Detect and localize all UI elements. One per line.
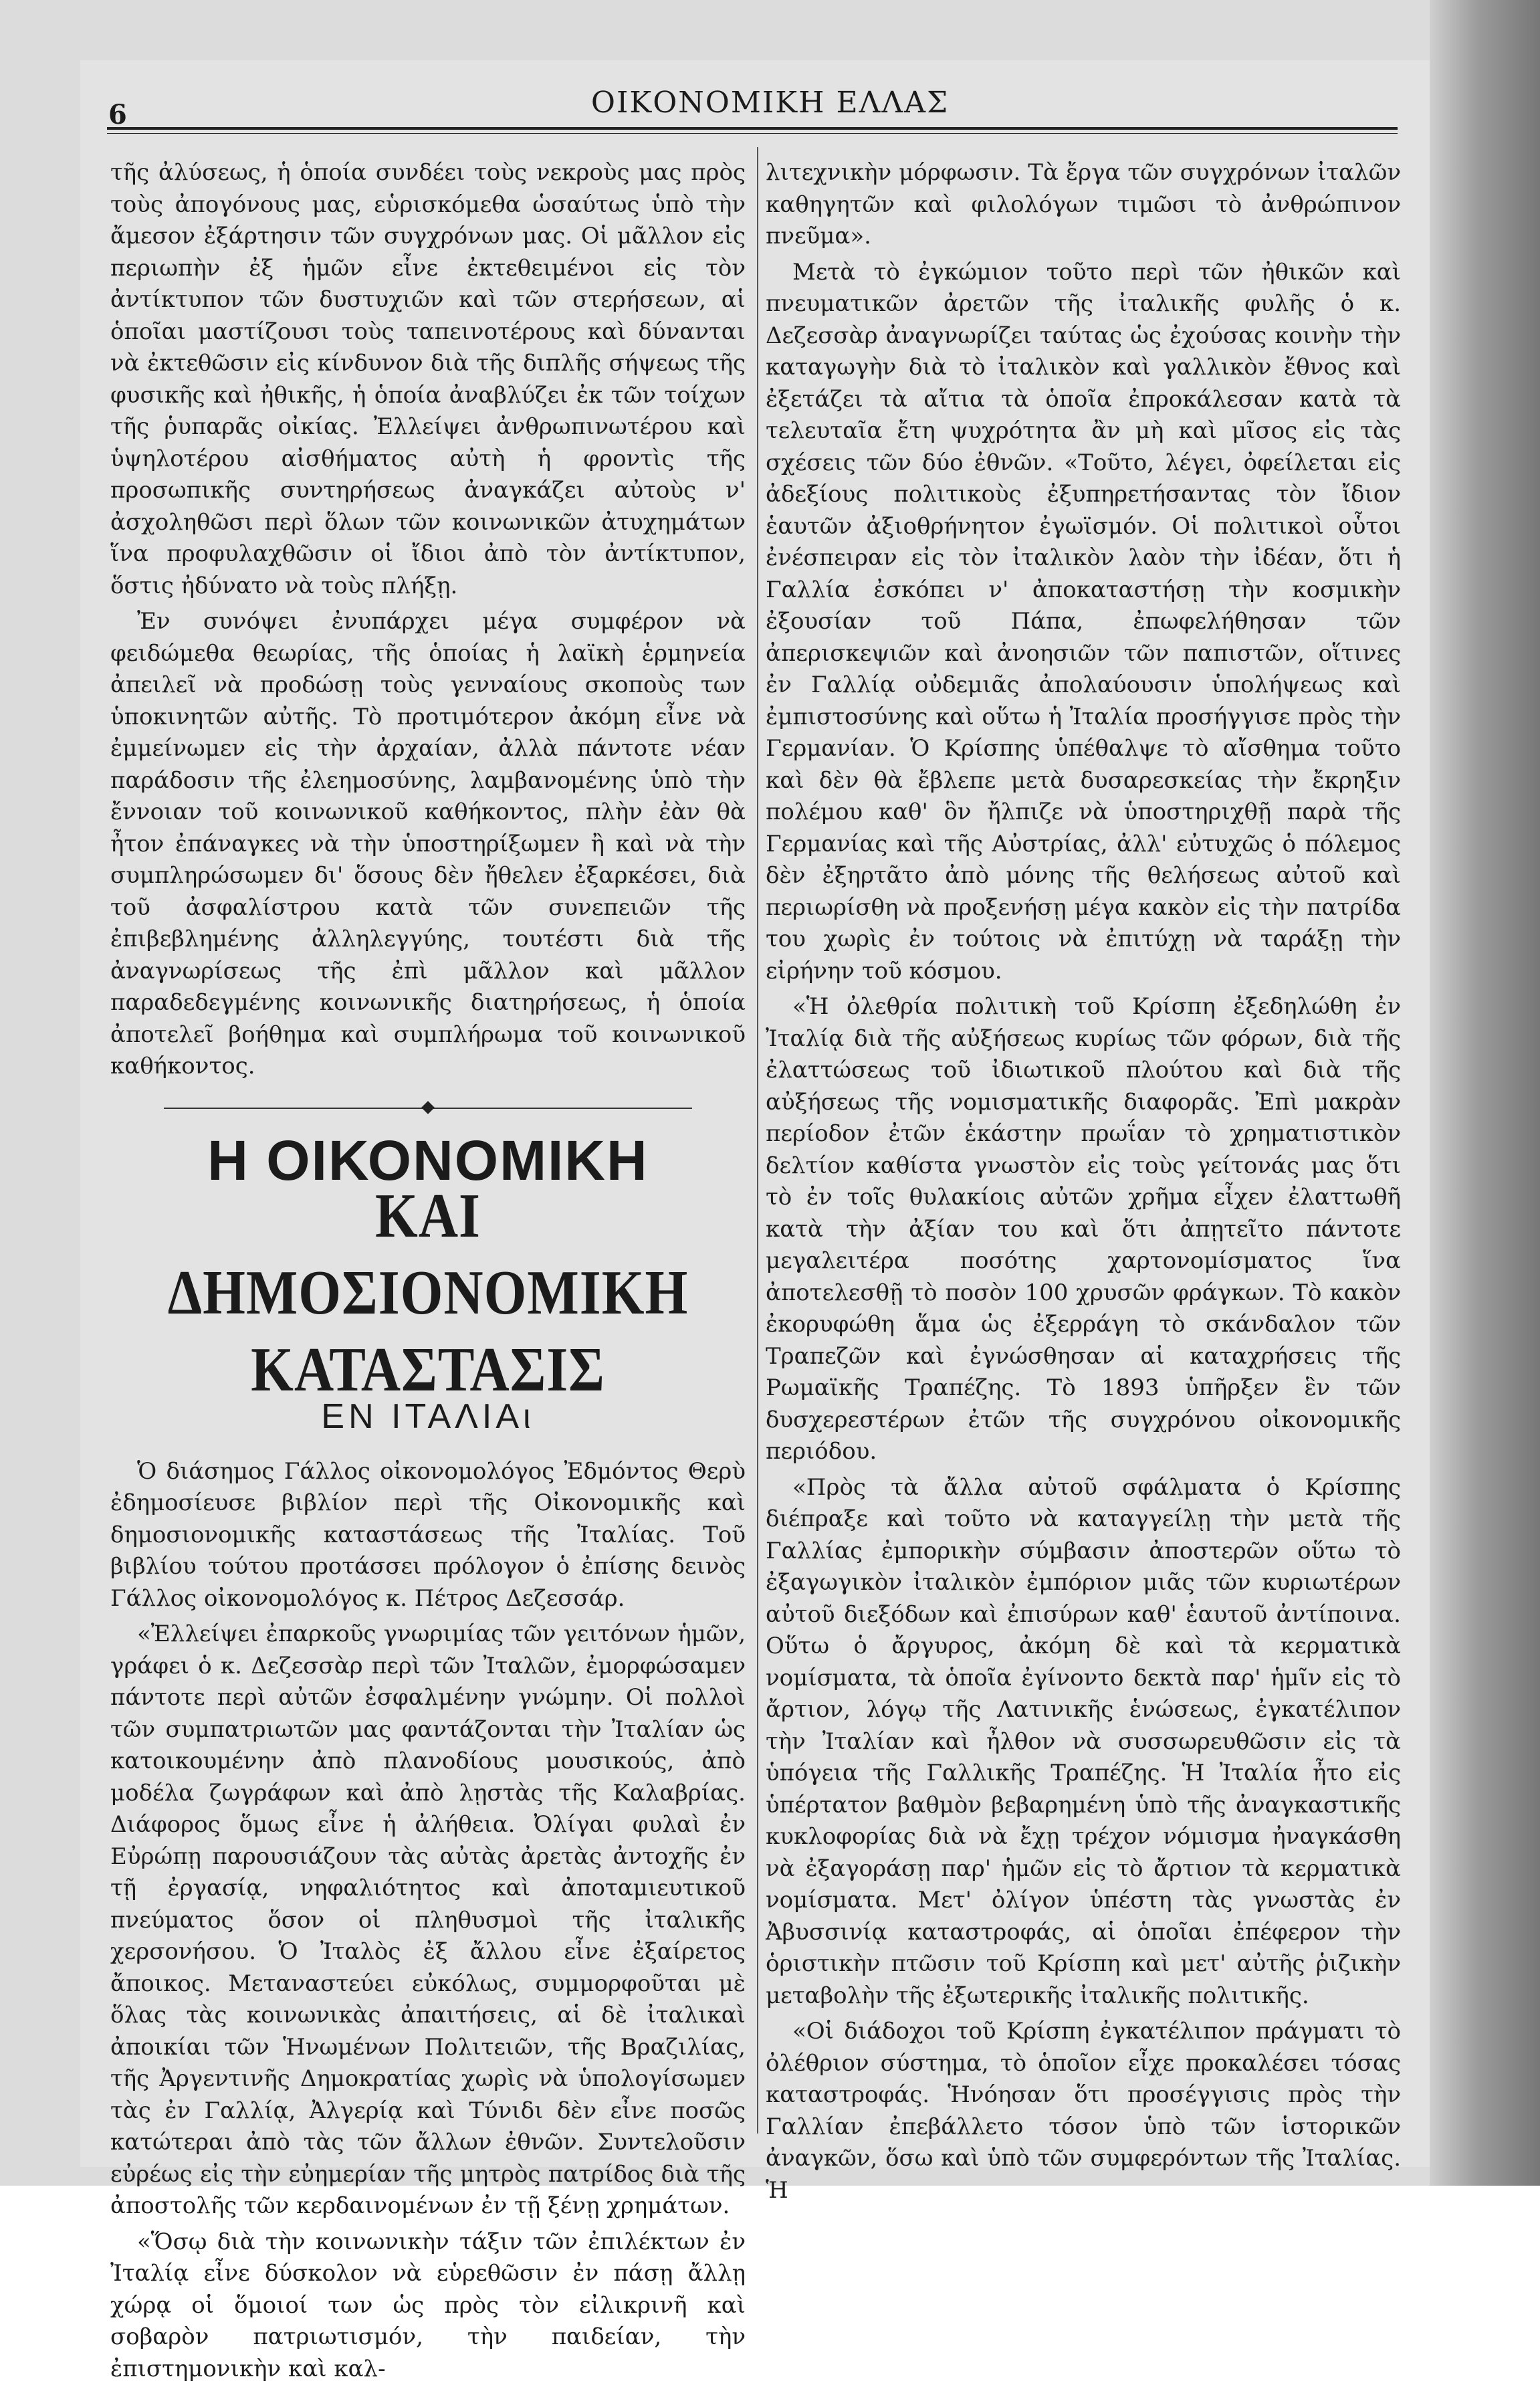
diamond-ornament-icon — [421, 1101, 435, 1114]
article-title-line-2: ΚΑΙ ΔΗΜΟΣΙΟΝΟΜΙΚΗ ΚΑΤΑΣΤΑΣΙΣ — [167, 1180, 689, 1405]
article-paragraph: Ὁ διάσημος Γάλλος οἰκονομολόγος Ἐδμόντος Θερὺ ἐδημοσίευσε βιβλίον περὶ τῆς Οἰκονομικῆς καὶ δημοσιονομικῆς καταστάσεως τῆς Ἰταλίας. Τοῦ βιβλίου τούτου προτάσσει πρόλογον ὁ ἐπίσης δεινὸς Γάλλος οἰκονομολόγος κ. Πέτρος Δεζεσσάρ. — [110, 1457, 746, 1612]
article-paragraph: «Οἱ διάδοχοι τοῦ Κρίσπη ἐγκατέλιπον πράγματι τὸ ὀλέθριον σύστημα, τὸ ὁποῖον εἶχε προκαλέσει τόσας καταστροφάς. Ἡνόησαν ὅτι προσέγγισις πρὸς τὴν Γαλλίαν ἐπεβάλλετο τόσον ὑπὸ τῶν ἱστορικῶν ἀναγκῶν, ὅσω καὶ ὑπὸ τῶν συμφερόντων τῆς Ἰταλίας. Ἡ — [766, 2018, 1401, 2204]
header-rule — [107, 127, 1398, 134]
binding-shadow — [1430, 0, 1540, 2186]
page-number: 6 — [108, 99, 127, 130]
intro-paragraph: Ἐν συνόψει ἐνυπάρχει μέγα συμφέρον νὰ φειδώμεθα θεωρίας, τῆς ὁποίας ἡ λαϊκὴ ἑρμηνεία ἀπειλεῖ νὰ προδώσῃ τοὺς γενναίους σκοποὺς των ὑποκινητῶν αὐτῆς. Τὸ προτιμότερον ἀκόμη εἶνε νὰ ἐμμείνωμεν εἰς τὴν ἀρχαίαν, ἀλλὰ πάντοτε νέαν παράδοσιν τῆς ἐλεημοσύνης, λαμβανομένης ὑπὸ τὴν ἔννοιαν τοῦ κοινωνικοῦ καθήκοντος, πλὴν ἐὰν θὰ ἦτον ἐπάναγκες νὰ τὴν ὑποστηρίξωμεν ἢ καὶ νὰ τὴν συμπληρώσωμεν δι' ὅσους δὲν ἤθελεν ἐξαρκέσει, διὰ τοῦ ἀσφαλίστρου κατὰ τῶν συνεπειῶν τῆς ἐπιβεβλημένης ἀλληλεγγύης, τουτέστι διὰ τῆς ἀναγνωρίσεως τῆς ἐπὶ μᾶλλον καὶ μᾶλλον παραδεδεγμένης κοινωνικῆς διατηρήσεως, ἡ ὁποία ἀποτελεῖ βοήθημα καὶ συμπλήρωμα τοῦ κοινωνικοῦ καθήκοντος. — [110, 608, 746, 1079]
article-paragraph: «Ἐλλείψει ἐπαρκοῦς γνωριμίας τῶν γειτόνων ἡμῶν, γράφει ὁ κ. Δεζεσσὰρ περὶ τῶν Ἰταλῶν, ἐμορφώσαμεν πάντοτε περὶ αὐτῶν ἐσφαλμένην γνώμην. Οἱ πολλοὶ τῶν συμπατριωτῶν μας φαντάζονται τὴν Ἰταλίαν ὡς κατοικουμένην ἀπὸ πλανοδίους μουσικούς, ἀπὸ μοδέλα ζωγράφων καὶ ἀπὸ λῃστὰς τῆς Καλαβρίας. Διάφορος ὅμως εἶνε ἡ ἀλήθεια. Ὀλίγαι φυλαὶ ἐν Εὐρώπῃ παρουσιάζουν τὰς αὐτὰς ἀρετὰς ἀντοχῆς ἐν τῇ ἐργασίᾳ, νηφαλιότητος καὶ ἀποταμιευτικοῦ πνεύματος ὅσον οἱ πληθυσμοὶ τῆς ἰταλικῆς χερσονήσου. Ὁ Ἰταλὸς ἐξ ἄλλου εἶνε ἐξαίρετος ἄποικος. Μεταναστεύει εὐκόλως, συμμορφοῦται μὲ ὅλας τὰς κοινωνικὰς ἀπαιτήσεις, αἱ δὲ ἰταλικαὶ ἀποικίαι τῶν Ἡνωμένων Πολιτειῶν, τῆς Βραζιλίας, τῆς Ἀργεντινῆς Δημοκρατίας χωρὶς νὰ ὑπολογίσωμεν τὰς ἐν Γαλλίᾳ, Ἀλγερίᾳ καὶ Τύνιδι δὲν εἶνε ποσῶς κατώτεραι ἀπὸ τὰς τῶν ἄλλων ἐθνῶν. Συντελοῦσιν εὐρέως εἰς τὴν εὐημερίαν τῆς μητρὸς πατρίδος διὰ τῆς ἀποστολῆς τῶν κερδαινομένων ἐν τῇ ξένῃ χρημάτων. — [110, 1621, 746, 2219]
article-paragraph: «Πρὸς τὰ ἄλλα αὐτοῦ σφάλματα ὁ Κρίσπης διέπραξε καὶ τοῦτο νὰ καταγγείλῃ τὴν μετὰ τῆς Γαλλίας ἐμπορικὴν σύμβασιν ἀποστερῶν οὕτω τὸ ἐξαγωγικὸν ἰταλικὸν ἐμπόριον μιᾶς τῶν κυριωτέρων αὐτοῦ διεξόδων καὶ ἐπισύρων καθ' ἑαυτοῦ ἀντίποινα. Οὕτω ὁ ἄργυρος, ἀκόμη δὲ καὶ τὰ κερματικὰ νομίσματα, τὰ ὁποῖα ἐγίνοντο δεκτὰ παρ' ἡμῖν εἰς τὸ ἄρτιον, λόγῳ τῆς Λατινικῆς ἑνώσεως, ἐγκατέλιπον τὴν Ἰταλίαν καὶ ἦλθον νὰ συσσωρευθῶσιν εἰς τὰ ὑπόγεια τῆς Γαλλικῆς Τραπέζης. Ἡ Ἰταλία ἦτο εἰς ὑπέρτατον βαθμὸν βεβαρημένη ὑπὸ τῆς ἀναγκαστικῆς κυκλοφορίας διὰ νὰ ἔχῃ τρέχον νόμισμα ἠναγκάσθη νὰ ἐξαγοράσῃ παρ' ἡμῶν εἰς τὸ ἄρτιον τὰ κερματικὰ νομίσματα. Μετ' ὀλίγον ὑπέστη τὰς γνωστὰς ἐν Ἀβυσσινίᾳ καταστροφάς, αἱ ὁποῖαι ἐπέφερον τὴν ὁριστικὴν πτῶσιν τοῦ Κρίσπη καὶ μετ' αὐτῆς ῥιζικὴν μεταβολὴν τῆς ἐξωτερικῆς ἰταλικῆς πολιτικῆς. — [766, 1473, 1401, 2009]
article-title-line-1: Η ΟΙΚΟΝΟΜΙΚΗ — [207, 1128, 649, 1192]
running-head: ΟΙΚΟΝΟΜΙΚΗ ΕΛΛΑΣ — [590, 86, 950, 120]
right-column — [766, 157, 1401, 2210]
article-paragraph: Μετὰ τὸ ἐγκώμιον τοῦτο περὶ τῶν ἠθικῶν καὶ πνευματικῶν ἀρετῶν τῆς ἰταλικῆς φυλῆς ὁ κ. Δεζεσσὰρ ἀναγνωρίζει ταύτας ὡς ἐχούσας κοινὴν τὴν καταγωγὴν διὰ τὸ ἰταλικὸν καὶ γαλλικὸν ἔθνος καὶ ἐξετάζει τὰ αἴτια τὰ ὁποῖα ἐπροκάλεσαν κατὰ τὰ τελευταῖα ἔτη ψυχρότητα ἂν μὴ καὶ μῖσος εἰς τὰς σχέσεις τῶν δύο ἐθνῶν. «Τοῦτο, λέγει, ὀφείλεται εἰς ἀδεξίους πολιτικοὺς ἐξυπηρετήσαντας τὸν ἴδιον ἑαυτῶν ἀξιοθρήνητον ἐγωϊσμόν. Οἱ πολιτικοὶ οὗτοι ἐνέσπειραν εἰς τὸν ἰταλικὸν λαὸν τὴν ἰδέαν, ὅτι ἡ Γαλλία ἐσκόπει ν' ἀποκαταστήσῃ τὴν κοσμικὴν ἐξουσίαν τοῦ Πάπα, ἐπωφελήθησαν τῶν ἀπερισκεψιῶν καὶ ἀνοησιῶν τῶν παπιστῶν, οἵτινες ἐν Γαλλίᾳ οὐδεμιᾶς ἀπολαύουσιν ὑπολήψεως καὶ ἐμπιστοσύνης καὶ οὕτω ἡ Ἰταλία προσήγγισε πρὸς τὴν Γερμανίαν. Ὁ Κρίσπης ὑπέθαλψε τὸ αἴσθημα τοῦτο καὶ δὲν θὰ ἔβλεπε μετὰ δυσαρεσκείας τὴν ἔκρηξιν πολέμου καθ' ὃν ἤλπιζε νὰ ὑποστηριχθῇ παρὰ τῆς Γερμανίας καὶ τῆς Αὐστρίας, ἀλλ' εὐτυχῶς ὁ πόλεμος δὲν ἐξηρτᾶτο ἀπὸ μόνης τῆς θελήσεως αὐτοῦ καὶ περιωρίσθη νὰ προξενήσῃ μέγα κακὸν εἰς τὴν πατρίδα του χωρὶς ἐν τούτοις νὰ ἐπιτύχῃ νὰ ταράξῃ τὴν εἰρήνην τοῦ κόσμου. — [766, 258, 1401, 984]
column-divider — [757, 147, 758, 2134]
intro-paragraph: τῆς ἀλύσεως, ἡ ὁποία συνδέει τοὺς νεκροὺς μας πρὸς τοὺς ἀπογόνους μας, εὑρισκόμεθα ὡσαύτως ὑπὸ τὴν ἄμεσον ἐξάρτησιν τῶν συγχρόνων μας. Οἱ μᾶλλον εἰς περιωπὴν ἐξ ἡμῶν εἶνε ἐκτεθειμένοι εἰς τὸν ἀντίκτυπον τῶν δυστυχιῶν καὶ τῶν στερήσεων, αἱ ὁποῖαι μαστίζουσι τοὺς ταπεινοτέρους καὶ δύνανται νὰ ἐκτεθῶσιν εἰς κίνδυνον διὰ τῆς διπλῆς σήψεως τῆς φυσικῆς καὶ ἠθικῆς, ἡ ὁποία ἀναβλύζει ἐκ τῶν τοίχων τῆς ῥυπαρᾶς οἰκίας. Ἐλλείψει ἀνθρωπινωτέρου καὶ ὑψηλοτέρου αἰσθήματος αὐτὴ ἡ φροντὶς τῆς προσωπικῆς συντηρήσεως ἀναγκάζει αὐτοὺς ν' ἀσχοληθῶσι περὶ ὅλων τῶν κοινωνικῶν ἀτυχημάτων ἵνα προφυλαχθῶσιν οἱ ἴδιοι ἀπὸ τὸν ἀντίκτυπον, ὅστις ἠδύνατο νὰ τοὺς πλήξῃ. — [110, 159, 746, 599]
article-paragraph: «Ἡ ὀλεθρία πολιτικὴ τοῦ Κρίσπη ἐξεδηλώθη ἐν Ἰταλίᾳ διὰ τῆς αὐξήσεως κυρίως τῶν φόρων, διὰ τῆς ἐλαττώσεως τοῦ ἰδιωτικοῦ πλούτου καὶ διὰ τῆς αὐξήσεως τῆς νομισματικῆς διαφορᾶς. Ἐπὶ μακρὰν περίοδον ἐτῶν ἑκάστην πρωΐαν τὸ χρηματιστικὸν δελτίον καθίστα γνωστὸν εἰς τοὺς γείτονάς μας ὅτι τὸ ἐν τοῖς θυλακίοις αὐτῶν χρῆμα εἶχεν ἐλαττωθῆ κατὰ τὴν ἀξίαν του καὶ ὅτι ἀπῃτεῖτο πάντοτε μεγαλειτέρα ποσότης χαρτονομίσματος ἵνα ἀποτελεσθῇ τὸ ποσὸν 100 χρυσῶν φράγκων. Τὸ κακὸν ἐκορυφώθη ἅμα ὡς ἐξερράγη τὸ σκάνδαλον τῶν Τραπεζῶν καὶ ἐγνώσθησαν αἱ καταχρήσεις τῆς Ρωμαϊκῆς Τραπέζης. Τὸ 1893 ὑπῆρξεν ἓν τῶν δυσχερεστέρων ἐτῶν τῆς συγχρόνου οἰκονομικῆς περιόδου. — [766, 993, 1401, 1465]
article-paragraph: «Ὅσῳ διὰ τὴν κοινωνικὴν τάξιν τῶν ἐπιλέκτων ἐν Ἰταλίᾳ εἶνε δύσκολον νὰ εὑρεθῶσιν ἐν πάσῃ ἄλλῃ χώρᾳ οἱ ὅμοιοί των ὡς πρὸς τὸν εἰλικρινῆ καὶ σοβαρὸν πατριωτισμόν, τὴν παιδείαν, τὴν ἐπιστημονικὴν καὶ καλ- — [110, 2228, 746, 2382]
section-divider — [110, 1100, 746, 1116]
article-title-line-3: ΕΝ ΙΤΑΛΙΑι — [321, 1396, 535, 1436]
left-column — [110, 157, 746, 2389]
article-paragraph: λιτεχνικὴν μόρφωσιν. Τὰ ἔργα τῶν συγχρόνων ἰταλῶν καθηγητῶν καὶ φιλολόγων τιμῶσι τὸ ἀνθρώπινον πνεῦμα». — [766, 159, 1401, 249]
